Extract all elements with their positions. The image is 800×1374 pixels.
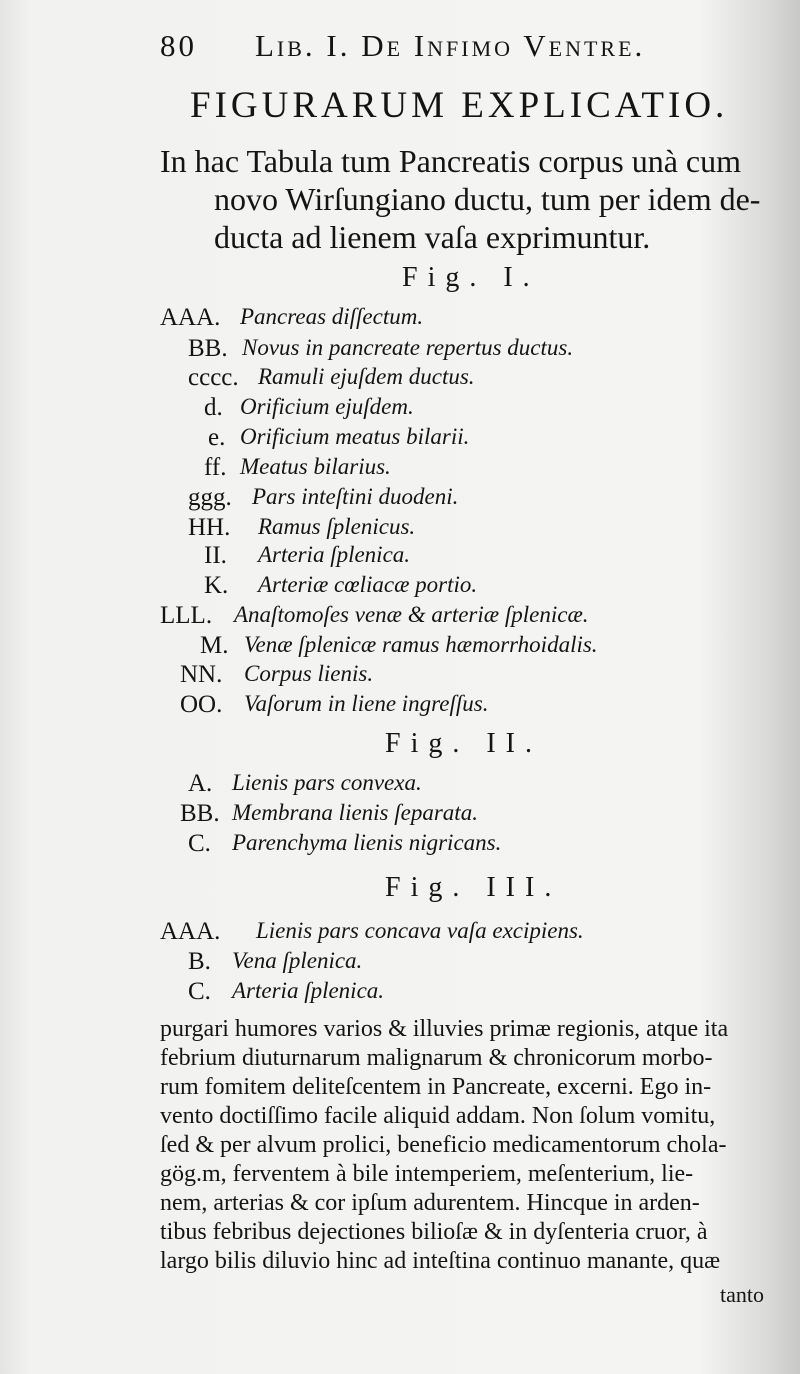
body-line: nem, arterias & cor ipſum adurentem. Hincque in arden- [160,1190,700,1216]
legend-description: Meatus bilarius. [240,454,391,479]
running-header [160,28,720,68]
legend-description: Pars inteſtini duodeni. [252,484,459,509]
legend-code: LLL. [160,602,213,629]
legend-description: Vaſorum in liene ingreſſus. [244,691,489,716]
legend-description: Arteriæ cœliacæ portio. [258,572,478,597]
legend-description: Arteria ſplenica. [258,542,411,567]
legend-description: Novus in pancreate repertus ductus. [242,335,574,360]
section-title: FIGURARUM EXPLICATIO. [190,85,729,126]
body-line: purgari humores varios & illuvies primæ regionis, atque ita [160,1016,729,1042]
legend-description: Parenchyma lienis nigricans. [232,830,502,855]
legend-code: ff. [204,454,227,481]
figure-heading: Fig. III. [385,872,562,903]
legend-code: C. [188,978,211,1005]
legend-code: K. [204,572,229,599]
catchword: tanto [720,1282,764,1307]
body-line: rum fomitem deliteſcentem in Pancreate, excerni. Ego in- [160,1074,712,1100]
body-line: vento doctiſſimo facile aliquid addam. Non ſolum vomitu, [160,1103,716,1129]
legend-code: BB. [180,800,220,827]
legend-code: BB. [188,335,228,362]
intro-line: In hac Tabula tum Pancreatis corpus unà cum [160,143,741,179]
page-number: 80 [160,28,197,63]
legend-code: II. [204,542,227,569]
legend-code: A. [188,770,213,797]
body-line: ſed & per alvum prolici, beneficio medicamentorum chola- [160,1132,727,1158]
legend-description: Lienis pars convexa. [232,770,422,795]
legend-code: d. [204,394,223,421]
legend-description: Corpus lienis. [244,661,374,686]
figure-heading: Fig. I. [402,262,540,293]
body-line: largo bilis diluvio hinc ad inteſtina continuo manante, quæ [160,1248,721,1274]
legend-code: e. [208,424,226,451]
legend-description: Arteria ſplenica. [232,978,385,1003]
legend-code: HH. [188,514,231,541]
running-title: Lib. I. De Infimo Ventre. [255,28,646,63]
body-line: tibus febribus dejectiones bilioſæ & in dyſenteria cruor, à [160,1219,708,1245]
legend-code: B. [188,948,211,975]
legend-description: Venæ ſplenicæ ramus hæmorrhoidalis. [244,632,598,657]
legend-description: Ramuli ejuſdem ductus. [258,364,475,389]
legend-description: Pancreas diſſectum. [240,304,424,329]
legend-code: M. [200,632,229,659]
intro-line: ducta ad lienem vaſa exprimuntur. [214,219,651,255]
legend-code: ggg. [188,484,232,511]
body-line: febrium diuturnarum malignarum & chronicorum morbo- [160,1045,713,1071]
legend-description: Ramus ſplenicus. [258,514,416,539]
legend-code: C. [188,830,211,857]
figure-heading: Fig. II. [385,728,542,759]
legend-code: cccc. [188,364,239,391]
legend-description: Orificium ejuſdem. [240,394,414,419]
legend-description: Vena ſplenica. [232,948,363,973]
body-line: gög.m, ferventem à bile intemperiem, meſenterium, lie- [160,1161,694,1187]
legend-description: Membrana lienis ſeparata. [232,800,478,825]
legend-code: NN. [180,661,223,688]
legend-code: AAA. [160,918,221,945]
legend-description: Anaſtomoſes venæ & arteriæ ſplenicæ. [234,602,589,627]
legend-description: Lienis pars concava vaſa excipiens. [256,918,584,943]
legend-code: AAA. [160,304,221,331]
intro-line: novo Wirſungiano ductu, tum per idem de- [214,181,761,217]
legend-description: Orificium meatus bilarii. [240,424,470,449]
legend-code: OO. [180,691,223,718]
